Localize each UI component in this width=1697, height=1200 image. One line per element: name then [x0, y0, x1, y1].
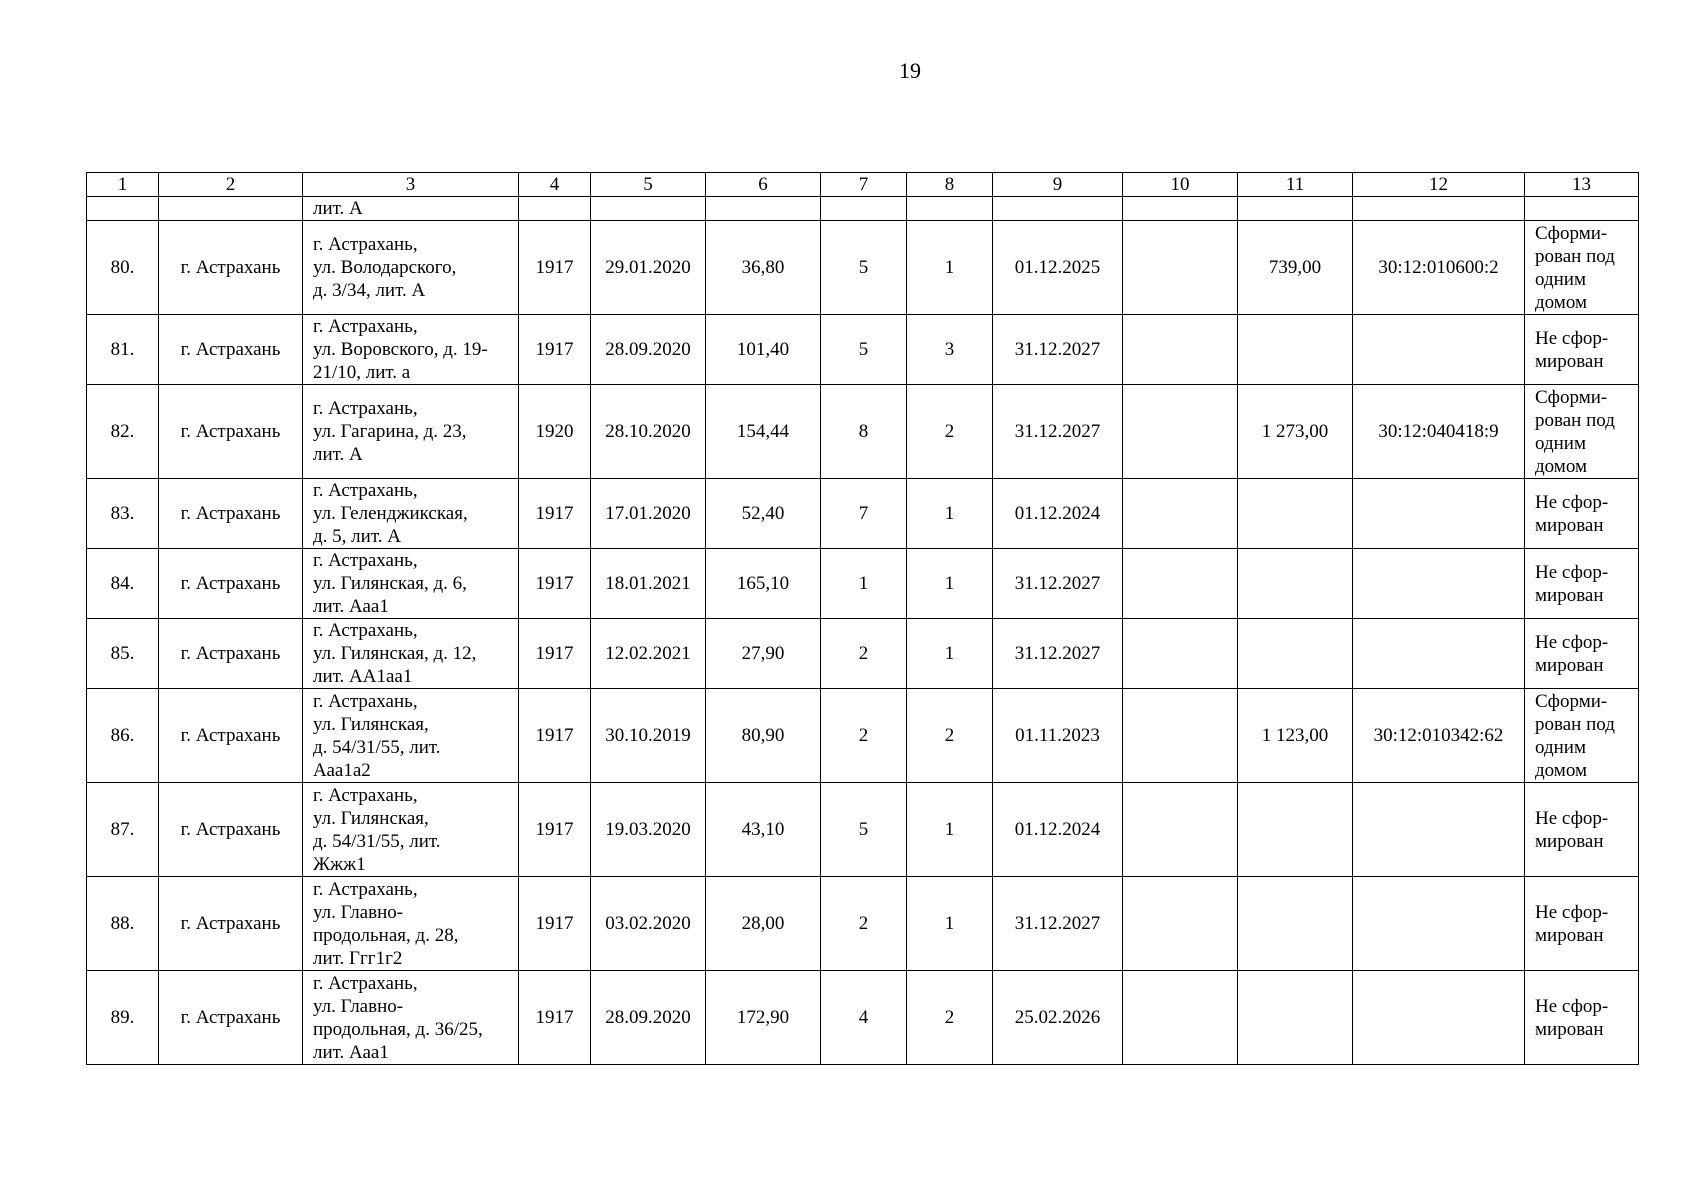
land-area-cell	[1238, 549, 1353, 619]
emergency-date-cell	[591, 479, 706, 549]
premises-count-cell	[907, 315, 993, 385]
resettlement-deadline-cell-text: 31.12.2027	[1014, 643, 1101, 664]
land-status-cell-text: Не сфор- мирован	[1535, 327, 1609, 372]
land-status-cell	[1525, 783, 1639, 877]
residents-count-cell	[821, 221, 907, 315]
row-number	[87, 971, 159, 1065]
cadastral-number-cell	[1353, 315, 1525, 385]
premises-count-cell-text: 1	[944, 819, 955, 840]
emergency-date-cell-text: 12.02.2021	[605, 643, 691, 664]
housing-registry-table	[86, 172, 1639, 1065]
emergency-date-cell	[591, 221, 706, 315]
construction-year-cell-text: 1917	[535, 503, 574, 524]
table-row	[87, 877, 1639, 971]
resettlement-deadline-cell-text: 01.12.2024	[1014, 503, 1101, 524]
resettlement-deadline-cell	[993, 385, 1123, 479]
table-row	[87, 549, 1639, 619]
construction-year-cell-text: 1917	[535, 819, 574, 840]
row-number	[87, 877, 159, 971]
address-cell	[303, 479, 519, 549]
address-cell-text: г. Астрахань, ул. Гилянская, д. 6, лит. Ааа1	[313, 550, 467, 617]
premises-count-cell	[907, 689, 993, 783]
page-number: 19	[899, 58, 921, 83]
cadastral-number-cell-text: 30:12:010342:62	[1373, 725, 1504, 746]
address-cell	[303, 549, 519, 619]
premises-count-cell-text: 1	[944, 913, 955, 934]
column-10-cell	[1123, 877, 1238, 971]
land-status-cell	[1525, 385, 1639, 479]
address-cell-text: г. Астрахань, ул. Воровского, д. 19- 21/10, лит. а	[313, 316, 488, 383]
emergency-date-cell	[591, 315, 706, 385]
construction-year-cell	[519, 689, 591, 783]
premises-count-cell-text: 2	[944, 1007, 955, 1028]
empty-cell	[1238, 197, 1353, 221]
area-cell	[706, 549, 821, 619]
address-cell-text: г. Астрахань, ул. Володарского, д. 3/34, лит. А	[313, 234, 457, 301]
column-number: 4	[519, 173, 591, 197]
residents-count-cell-text: 2	[858, 913, 869, 934]
continuation-row	[87, 197, 1639, 221]
land-area-cell	[1238, 479, 1353, 549]
row-number	[87, 479, 159, 549]
premises-count-cell	[907, 221, 993, 315]
row-number	[87, 221, 159, 315]
table-row	[87, 971, 1639, 1065]
land-status-cell-text: Не сфор- мирован	[1535, 561, 1609, 606]
land-status-cell	[1525, 549, 1639, 619]
emergency-date-cell	[591, 385, 706, 479]
resettlement-deadline-cell	[993, 315, 1123, 385]
address-cell-text: г. Астрахань, ул. Главно- продольная, д. 28, лит. Ггг1г2	[313, 878, 459, 969]
area-cell	[706, 315, 821, 385]
address-cell	[303, 877, 519, 971]
resettlement-deadline-cell	[993, 689, 1123, 783]
cadastral-number-cell-text: 30:12:040418:9	[1378, 421, 1499, 442]
land-area-cell-text: 1 123,00	[1261, 725, 1329, 746]
row-number-text: 87.	[110, 819, 135, 840]
continuation-address: лит. А	[303, 197, 519, 221]
construction-year-cell	[519, 971, 591, 1065]
empty-cell	[907, 197, 993, 221]
city-cell	[159, 479, 303, 549]
area-cell-text: 165,10	[736, 573, 790, 594]
city-cell	[159, 971, 303, 1065]
row-number-text: 88.	[110, 913, 135, 934]
premises-count-cell-text: 2	[944, 421, 955, 442]
column-10-cell	[1123, 689, 1238, 783]
land-status-cell-text: Сформи- рован под одним домом	[1535, 690, 1615, 781]
area-cell	[706, 877, 821, 971]
empty-cell	[591, 197, 706, 221]
empty-cell	[706, 197, 821, 221]
resettlement-deadline-cell	[993, 221, 1123, 315]
city-cell-text: г. Астрахань	[180, 913, 281, 934]
column-10-cell	[1123, 479, 1238, 549]
table-row	[87, 315, 1639, 385]
city-cell-text: г. Астрахань	[180, 819, 281, 840]
row-number	[87, 689, 159, 783]
construction-year-cell-text: 1917	[535, 1007, 574, 1028]
residents-count-cell-text: 2	[858, 725, 869, 746]
row-number	[87, 619, 159, 689]
address-cell	[303, 619, 519, 689]
emergency-date-cell-text: 28.10.2020	[605, 421, 691, 442]
residents-count-cell	[821, 479, 907, 549]
land-status-cell-text: Не сфор- мирован	[1535, 901, 1609, 946]
resettlement-deadline-cell-text: 01.12.2024	[1014, 819, 1101, 840]
residents-count-cell	[821, 689, 907, 783]
premises-count-cell	[907, 479, 993, 549]
cadastral-number-cell	[1353, 877, 1525, 971]
construction-year-cell-text: 1917	[535, 573, 574, 594]
empty-cell	[519, 197, 591, 221]
area-cell-text: 52,40	[741, 503, 785, 524]
construction-year-cell-text: 1917	[535, 643, 574, 664]
address-cell-text: г. Астрахань, ул. Главно- продольная, д. 36/25, лит. Ааа1	[313, 972, 483, 1063]
area-cell	[706, 385, 821, 479]
land-area-cell	[1238, 971, 1353, 1065]
land-area-cell	[1238, 783, 1353, 877]
row-number-text: 82.	[110, 421, 135, 442]
city-cell	[159, 385, 303, 479]
residents-count-cell-text: 5	[858, 819, 869, 840]
city-cell	[159, 221, 303, 315]
column-10-cell	[1123, 385, 1238, 479]
cadastral-number-cell	[1353, 783, 1525, 877]
land-status-cell-text: Не сфор- мирован	[1535, 995, 1609, 1040]
residents-count-cell	[821, 783, 907, 877]
premises-count-cell-text: 3	[944, 339, 955, 360]
area-cell	[706, 971, 821, 1065]
emergency-date-cell	[591, 971, 706, 1065]
row-number	[87, 385, 159, 479]
residents-count-cell	[821, 619, 907, 689]
construction-year-cell-text: 1917	[535, 725, 574, 746]
table-row	[87, 221, 1639, 315]
area-cell	[706, 619, 821, 689]
area-cell-text: 101,40	[736, 339, 790, 360]
column-number: 7	[821, 173, 907, 197]
city-cell	[159, 315, 303, 385]
row-number-text: 86.	[110, 725, 135, 746]
area-cell	[706, 479, 821, 549]
resettlement-deadline-cell-text: 01.12.2025	[1014, 257, 1101, 278]
residents-count-cell	[821, 971, 907, 1065]
resettlement-deadline-cell-text: 31.12.2027	[1014, 421, 1101, 442]
emergency-date-cell-text: 29.01.2020	[605, 257, 691, 278]
resettlement-deadline-cell	[993, 479, 1123, 549]
premises-count-cell	[907, 971, 993, 1065]
address-cell	[303, 385, 519, 479]
premises-count-cell-text: 1	[944, 573, 955, 594]
cadastral-number-cell	[1353, 221, 1525, 315]
residents-count-cell	[821, 549, 907, 619]
empty-cell	[1353, 197, 1525, 221]
area-cell-text: 36,80	[741, 257, 785, 278]
emergency-date-cell-text: 17.01.2020	[605, 503, 691, 524]
table-row	[87, 479, 1639, 549]
address-cell	[303, 315, 519, 385]
residents-count-cell	[821, 315, 907, 385]
cadastral-number-cell	[1353, 385, 1525, 479]
land-status-cell-text: Не сфор- мирован	[1535, 631, 1609, 676]
cadastral-number-cell	[1353, 549, 1525, 619]
city-cell	[159, 877, 303, 971]
column-number: 6	[706, 173, 821, 197]
column-10-cell	[1123, 315, 1238, 385]
address-cell-text: г. Астрахань, ул. Гилянская, д. 54/31/55, лит. Жжж1	[313, 784, 441, 875]
emergency-date-cell-text: 19.03.2020	[605, 819, 691, 840]
construction-year-cell	[519, 619, 591, 689]
column-10-cell	[1123, 971, 1238, 1065]
empty-cell	[1525, 197, 1639, 221]
premises-count-cell	[907, 549, 993, 619]
construction-year-cell	[519, 385, 591, 479]
premises-count-cell-text: 1	[944, 503, 955, 524]
resettlement-deadline-cell-text: 01.11.2023	[1015, 725, 1100, 746]
column-number: 8	[907, 173, 993, 197]
resettlement-deadline-cell	[993, 877, 1123, 971]
city-cell-text: г. Астрахань	[180, 421, 281, 442]
resettlement-deadline-cell	[993, 783, 1123, 877]
premises-count-cell-text: 1	[944, 643, 955, 664]
emergency-date-cell	[591, 689, 706, 783]
land-status-cell	[1525, 877, 1639, 971]
row-number-text: 89.	[110, 1007, 135, 1028]
address-cell	[303, 971, 519, 1065]
land-area-cell	[1238, 619, 1353, 689]
land-status-cell-text: Сформи- рован под одним домом	[1535, 222, 1615, 313]
emergency-date-cell	[591, 619, 706, 689]
area-cell-text: 27,90	[741, 643, 785, 664]
column-number-row	[87, 173, 1639, 197]
address-cell-text: г. Астрахань, ул. Геленджикская, д. 5, лит. А	[313, 480, 468, 547]
city-cell-text: г. Астрахань	[180, 725, 281, 746]
construction-year-cell	[519, 877, 591, 971]
empty-cell	[993, 197, 1123, 221]
residents-count-cell-text: 5	[858, 257, 869, 278]
area-cell-text: 154,44	[736, 421, 790, 442]
residents-count-cell	[821, 877, 907, 971]
resettlement-deadline-cell	[993, 971, 1123, 1065]
emergency-date-cell	[591, 877, 706, 971]
residents-count-cell-text: 5	[858, 339, 869, 360]
residents-count-cell-text: 4	[858, 1007, 869, 1028]
city-cell	[159, 783, 303, 877]
land-status-cell	[1525, 315, 1639, 385]
city-cell	[159, 549, 303, 619]
construction-year-cell	[519, 479, 591, 549]
construction-year-cell	[519, 549, 591, 619]
column-number: 13	[1525, 173, 1639, 197]
residents-count-cell	[821, 385, 907, 479]
column-number: 9	[993, 173, 1123, 197]
land-area-cell	[1238, 385, 1353, 479]
address-cell	[303, 689, 519, 783]
land-status-cell-text: Сформи- рован под одним домом	[1535, 386, 1615, 477]
premises-count-cell	[907, 385, 993, 479]
resettlement-deadline-cell	[993, 549, 1123, 619]
emergency-date-cell-text: 18.01.2021	[605, 573, 691, 594]
row-number-text: 84.	[110, 573, 135, 594]
cadastral-number-cell	[1353, 619, 1525, 689]
row-number	[87, 783, 159, 877]
table-row	[87, 689, 1639, 783]
land-status-cell	[1525, 221, 1639, 315]
land-status-cell	[1525, 479, 1639, 549]
resettlement-deadline-cell-text: 25.02.2026	[1014, 1007, 1101, 1028]
city-cell-text: г. Астрахань	[180, 339, 281, 360]
column-number: 11	[1238, 173, 1353, 197]
premises-count-cell	[907, 783, 993, 877]
table-row	[87, 783, 1639, 877]
table-row	[87, 619, 1639, 689]
resettlement-deadline-cell	[993, 619, 1123, 689]
column-10-cell	[1123, 549, 1238, 619]
emergency-date-cell-text: 03.02.2020	[605, 913, 691, 934]
land-area-cell	[1238, 315, 1353, 385]
area-cell	[706, 689, 821, 783]
empty-cell	[1123, 197, 1238, 221]
column-number: 1	[87, 173, 159, 197]
table-row	[87, 385, 1639, 479]
row-number	[87, 315, 159, 385]
row-number-text: 83.	[110, 503, 135, 524]
land-area-cell	[1238, 877, 1353, 971]
land-status-cell-text: Не сфор- мирован	[1535, 807, 1609, 852]
construction-year-cell	[519, 783, 591, 877]
address-cell-text: г. Астрахань, ул. Гилянская, д. 12, лит. АА1аа1	[313, 620, 477, 687]
city-cell-text: г. Астрахань	[180, 257, 281, 278]
premises-count-cell-text: 2	[944, 725, 955, 746]
column-number: 2	[159, 173, 303, 197]
land-area-cell-text: 1 273,00	[1261, 421, 1329, 442]
address-cell-text: г. Астрахань, ул. Гагарина, д. 23, лит. А	[313, 398, 467, 465]
row-number	[87, 549, 159, 619]
row-number-text: 81.	[110, 339, 135, 360]
empty-cell	[821, 197, 907, 221]
column-10-cell	[1123, 619, 1238, 689]
column-number: 10	[1123, 173, 1238, 197]
construction-year-cell	[519, 221, 591, 315]
area-cell-text: 28,00	[741, 913, 785, 934]
emergency-date-cell-text: 28.09.2020	[605, 339, 691, 360]
column-10-cell	[1123, 221, 1238, 315]
premises-count-cell	[907, 877, 993, 971]
area-cell-text: 80,90	[741, 725, 785, 746]
area-cell	[706, 783, 821, 877]
city-cell-text: г. Астрахань	[180, 1007, 281, 1028]
construction-year-cell-text: 1920	[535, 421, 574, 442]
emergency-date-cell-text: 30.10.2019	[605, 725, 691, 746]
area-cell-text: 43,10	[741, 819, 785, 840]
construction-year-cell	[519, 315, 591, 385]
residents-count-cell-text: 8	[858, 421, 869, 442]
city-cell	[159, 619, 303, 689]
premises-count-cell	[907, 619, 993, 689]
empty-cell	[159, 197, 303, 221]
cadastral-number-cell-text: 30:12:010600:2	[1378, 257, 1499, 278]
row-number-text: 85.	[110, 643, 135, 664]
cadastral-number-cell	[1353, 689, 1525, 783]
emergency-date-cell-text: 28.09.2020	[605, 1007, 691, 1028]
cadastral-number-cell	[1353, 479, 1525, 549]
land-status-cell	[1525, 971, 1639, 1065]
city-cell	[159, 689, 303, 783]
city-cell-text: г. Астрахань	[180, 573, 281, 594]
area-cell-text: 172,90	[736, 1007, 790, 1028]
land-status-cell-text: Не сфор- мирован	[1535, 491, 1609, 536]
address-cell	[303, 783, 519, 877]
emergency-date-cell	[591, 783, 706, 877]
cadastral-number-cell	[1353, 971, 1525, 1065]
emergency-date-cell	[591, 549, 706, 619]
area-cell	[706, 221, 821, 315]
empty-cell	[87, 197, 159, 221]
resettlement-deadline-cell-text: 31.12.2027	[1014, 339, 1101, 360]
column-10-cell	[1123, 783, 1238, 877]
resettlement-deadline-cell-text: 31.12.2027	[1014, 913, 1101, 934]
premises-count-cell-text: 1	[944, 257, 955, 278]
land-area-cell	[1238, 221, 1353, 315]
residents-count-cell-text: 1	[858, 573, 869, 594]
construction-year-cell-text: 1917	[535, 257, 574, 278]
column-number: 12	[1353, 173, 1525, 197]
column-number: 5	[591, 173, 706, 197]
city-cell-text: г. Астрахань	[180, 503, 281, 524]
land-area-cell-text: 739,00	[1268, 257, 1322, 278]
address-cell-text: г. Астрахань, ул. Гилянская, д. 54/31/55, лит. Ааа1а2	[313, 690, 441, 781]
column-number: 3	[303, 173, 519, 197]
row-number-text: 80.	[110, 257, 135, 278]
land-status-cell	[1525, 619, 1639, 689]
construction-year-cell-text: 1917	[535, 913, 574, 934]
land-area-cell	[1238, 689, 1353, 783]
resettlement-deadline-cell-text: 31.12.2027	[1014, 573, 1101, 594]
land-status-cell	[1525, 689, 1639, 783]
address-cell	[303, 221, 519, 315]
construction-year-cell-text: 1917	[535, 339, 574, 360]
residents-count-cell-text: 7	[858, 503, 869, 524]
city-cell-text: г. Астрахань	[180, 643, 281, 664]
residents-count-cell-text: 2	[858, 643, 869, 664]
